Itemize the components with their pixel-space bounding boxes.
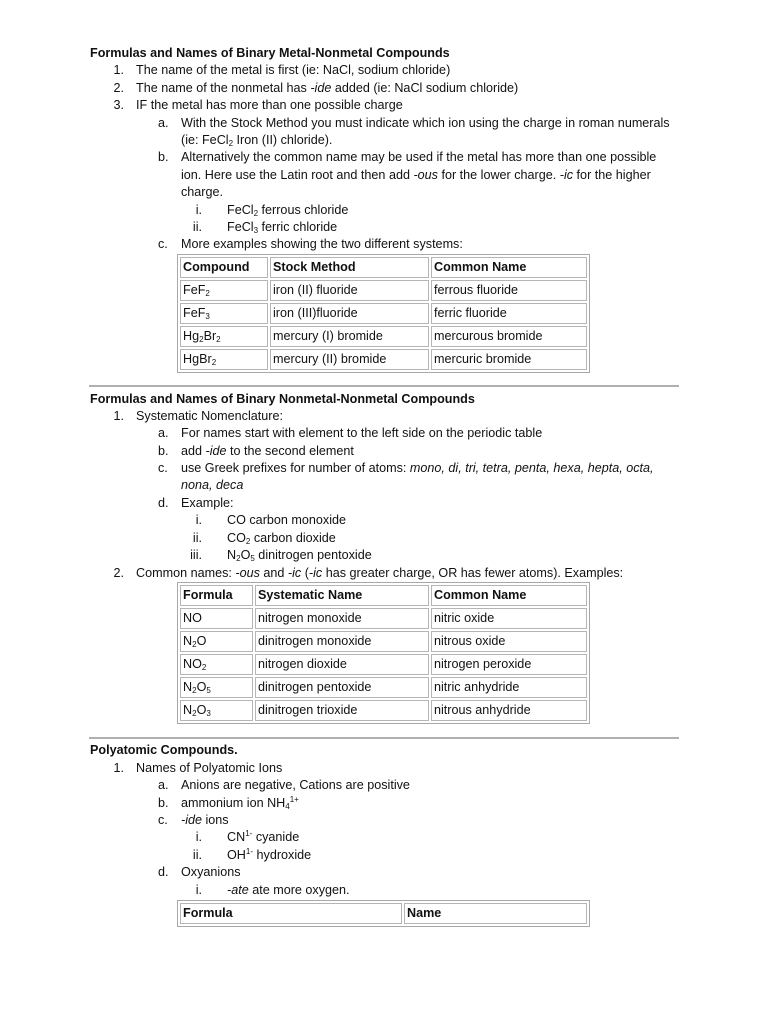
table-header-row [180,903,587,924]
list-item-text: With the Stock Method you must indicate which ion using the charge in roman numerals [181,116,670,130]
list-item-text: Systematic Nomenclature: [136,409,283,423]
list-number: ii. [192,220,202,234]
column-header: Formula [180,903,402,924]
list-item-text: Anions are negative, Cations are positive [181,778,410,792]
list-item-text: Example: [181,496,234,510]
list-item-text: More examples showing the two different systems: [181,237,463,251]
column-header: Name [404,903,587,924]
list-letter: c. [158,237,168,251]
section-heading: Polyatomic Compounds. [90,743,238,757]
list-letter: b. [158,796,169,810]
list-item-text: $CN^{1-}$ cyanide [227,829,300,844]
list-item-text: The name of the metal is first (ie: NaCl, sodium chloride) [136,63,451,77]
compound-table [177,254,590,373]
table-row [180,326,587,347]
table-cell: $N_2O_3$ [180,700,253,721]
table-cell: FeF$_3$ [180,303,268,324]
column-header: Common Name [431,585,587,606]
list-letter: a. [158,426,169,440]
list-item-text: (ie: FeCl$_2$ Iron (II) chloride). [181,133,333,148]
table-cell: $N_2O_5$ [180,677,253,698]
table-row [180,654,587,675]
column-header: Common Name [431,257,587,278]
list-item-text: FeCl$_2$ ferrous chloride [227,203,349,218]
table-row [180,677,587,698]
list-item-text: Common names: -ous and -ic (-ic has greater charge, OR has fewer atoms). Examples: [136,566,624,580]
column-header: Formula [180,585,253,606]
section-heading: Formulas and Names of Binary Nonmetal-Nonmetal Compounds [90,392,475,406]
table-cell: nitrogen dioxide [255,654,429,675]
table-cell: mercury (II) bromide [270,349,429,370]
column-header: Compound [180,257,268,278]
list-item-text: Oxyanions [181,865,241,879]
table-row [180,700,587,721]
list-item-text: CO carbon monoxide [227,513,347,527]
table-row [180,349,587,370]
list-number: i. [195,830,202,844]
section-divider [89,737,679,739]
list-letter: d. [158,496,169,510]
list-item-text: IF the metal has more than one possible charge [136,98,403,112]
table-cell: nitrogen peroxide [431,654,587,675]
list-item-text: charge. [181,185,224,199]
list-item-text: For names start with element to the left side on the periodic table [181,426,543,440]
list-number: 1. [113,761,124,775]
list-number: 3. [113,98,124,112]
table-cell: $N_2O$ [180,631,253,652]
list-item-text: The name of the nonmetal has -ide added (ie: NaCl sodium chloride) [136,81,519,95]
table-header-row [180,585,587,606]
table-cell: FeF$_2$ [180,280,268,301]
column-header: Stock Method [270,257,429,278]
table-cell: nitrous anhydride [431,700,587,721]
table-row [180,303,587,324]
list-item-text: -ide ions [181,813,229,827]
list-item-text: nona, deca [181,478,244,492]
list-number: iii. [190,548,202,562]
list-letter: c. [158,461,168,475]
table-cell: dinitrogen trioxide [255,700,429,721]
table-cell: NO [180,608,253,629]
list-number: i. [195,883,202,897]
list-number: ii. [192,848,202,862]
table-cell: iron (II) fluoride [270,280,429,301]
table-cell: ferrous fluoride [431,280,587,301]
list-number: 2. [113,566,124,580]
table-cell: nitric oxide [431,608,587,629]
list-item-text: FeCl$_3$ ferric chloride [227,220,338,235]
table-cell: nitric anhydride [431,677,587,698]
oxyanion-table [177,900,590,927]
table-cell: HgBr$_2$ [180,349,268,370]
list-item-text: $OH^{1-}$ hydroxide [227,847,312,862]
list-number: ii. [192,531,202,545]
list-letter: a. [158,778,169,792]
list-letter: b. [158,444,169,458]
table-row [180,631,587,652]
table-cell: mercuric bromide [431,349,587,370]
table-header-row [180,257,587,278]
list-item-text: -ate ate more oxygen. [227,883,350,897]
section-heading: Formulas and Names of Binary Metal-Nonmetal Compounds [90,46,450,60]
list-number: i. [195,203,202,217]
table-cell: nitrogen monoxide [255,608,429,629]
list-item-text: use Greek prefixes for number of atoms: mono, di, tri, tetra, penta, hexa, hepta, octa, [181,461,654,475]
list-item-text: Names of Polyatomic Ions [136,761,283,775]
table-cell: dinitrogen monoxide [255,631,429,652]
table-cell: iron (III)fluoride [270,303,429,324]
table-row [180,280,587,301]
table-cell: nitrous oxide [431,631,587,652]
list-number: 2. [113,81,124,95]
list-item-text: add -ide to the second element [181,444,354,458]
list-item-text: ammonium ion $NH_4^{1+}$ [181,795,299,811]
list-number: 1. [113,409,124,423]
nonmetal-table [177,582,590,724]
list-item-text: $N_2O_5$ dinitrogen pentoxide [227,548,372,563]
list-letter: a. [158,116,169,130]
table-cell: mercurous bromide [431,326,587,347]
list-number: 1. [113,63,124,77]
column-header: Systematic Name [255,585,429,606]
list-letter: b. [158,150,169,164]
table-cell: mercury (I) bromide [270,326,429,347]
list-item-text: Alternatively the common name may be used if the metal has more than one possible [181,150,657,164]
list-letter: d. [158,865,169,879]
list-item-text: $CO_2$ carbon dioxide [227,531,336,546]
table-cell: ferric fluoride [431,303,587,324]
list-item-text: ion. Here use the Latin root and then add -ous for the lower charge. -ic for the higher [181,168,651,182]
list-number: i. [195,513,202,527]
table-cell: $NO_2$ [180,654,253,675]
table-row [180,608,587,629]
table-cell: $Hg_2Br_2$ [180,326,268,347]
list-letter: c. [158,813,168,827]
section-divider [89,385,679,387]
table-cell: dinitrogen pentoxide [255,677,429,698]
